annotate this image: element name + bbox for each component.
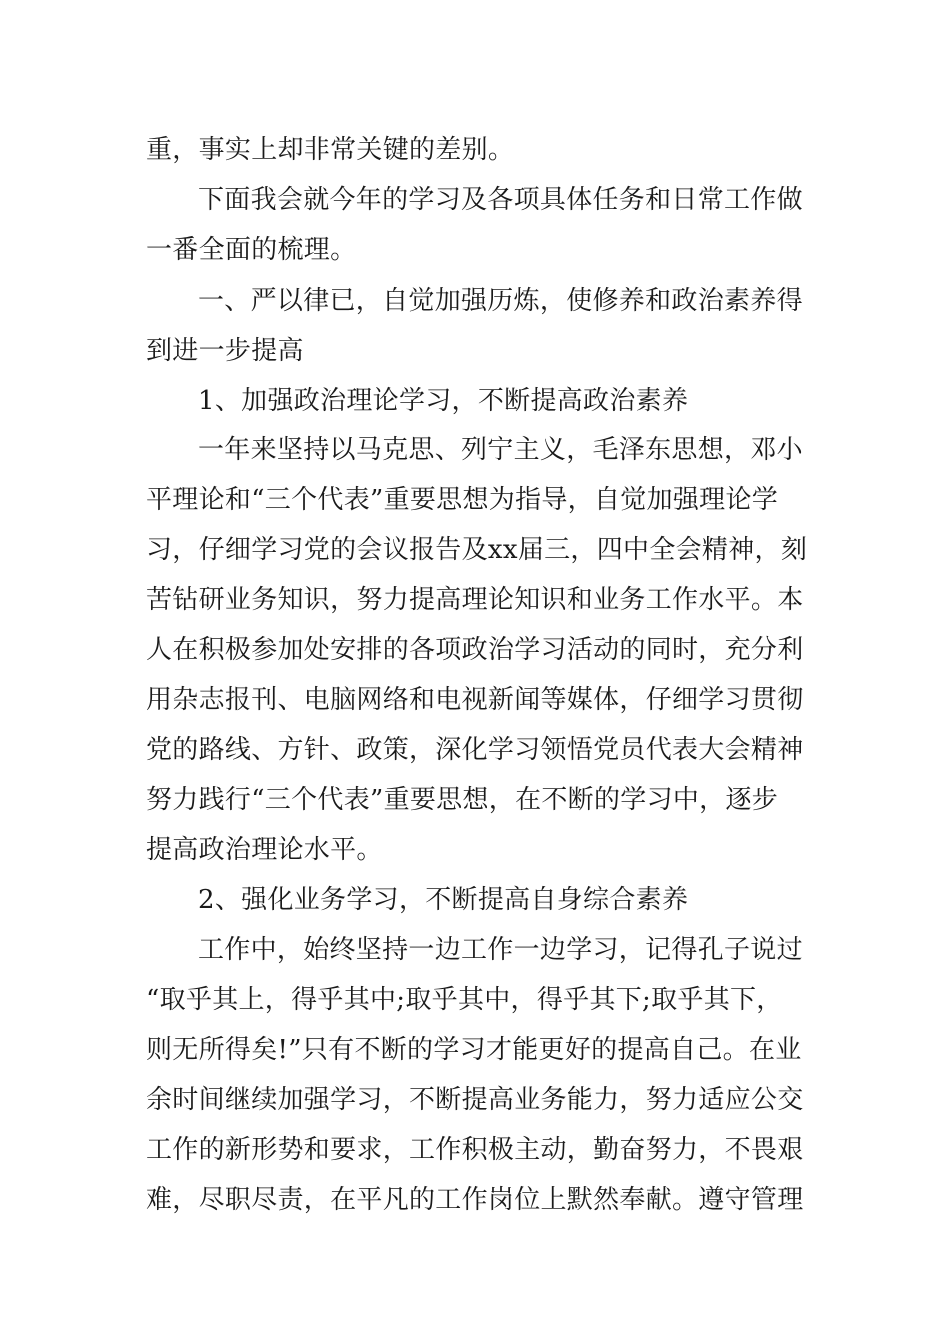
section-heading: 一、严以律已，自觉加强历炼，使修养和政治素养得 <box>198 286 803 316</box>
section-heading-cont: 到进一步提高 <box>146 336 304 366</box>
text-line: 一番全面的梳理。 <box>146 235 357 265</box>
text-line: 努力践行“三个代表”重要思想，在不断的学习中，逐步 <box>146 785 779 815</box>
text-line: 难，尽职尽责，在平凡的工作岗位上默然奉献。遵守管理 <box>146 1185 804 1215</box>
text-line: 用杂志报刊、电脑网络和电视新闻等媒体，仔细学习贯彻 <box>146 685 804 715</box>
text-line: 工作中，始终坚持一边工作一边学习，记得孔子说过 <box>198 935 803 965</box>
text-line: 习，仔细学习党的会议报告及xx届三，四中全会精神，刻 <box>146 535 808 565</box>
text-line: 则无所得矣!”只有不断的学习才能更好的提高自己。在业 <box>146 1035 802 1065</box>
text-line: 一年来坚持以马克思、列宁主义，毛泽东思想，邓小 <box>198 435 803 465</box>
text-line: 人在积极参加处安排的各项政治学习活动的同时，充分利 <box>146 635 804 665</box>
text-line: 党的路线、方针、政策，深化学习领悟党员代表大会精神 <box>146 735 804 765</box>
text-line: 平理论和“三个代表”重要思想为指导，自觉加强理论学 <box>146 485 779 515</box>
text-line: 工作的新形势和要求，工作积极主动，勤奋努力，不畏艰 <box>146 1135 804 1165</box>
subsection-heading: 2、强化业务学习，不断提高自身综合素养 <box>198 885 689 915</box>
text-line: 重，事实上却非常关键的差别。 <box>146 135 515 165</box>
text-line: 下面我会就今年的学习及各项具体任务和日常工作做 <box>198 185 803 215</box>
text-line: 余时间继续加强学习，不断提高业务能力，努力适应公交 <box>146 1085 804 1115</box>
text-line: 提高政治理论水平。 <box>146 835 383 865</box>
text-line: “取乎其上，得乎其中;取乎其中，得乎其下;取乎其下， <box>146 985 783 1015</box>
text-line: 苦钻研业务知识，努力提高理论知识和业务工作水平。本 <box>146 585 804 615</box>
subsection-heading: 1、加强政治理论学习，不断提高政治素养 <box>198 386 689 416</box>
